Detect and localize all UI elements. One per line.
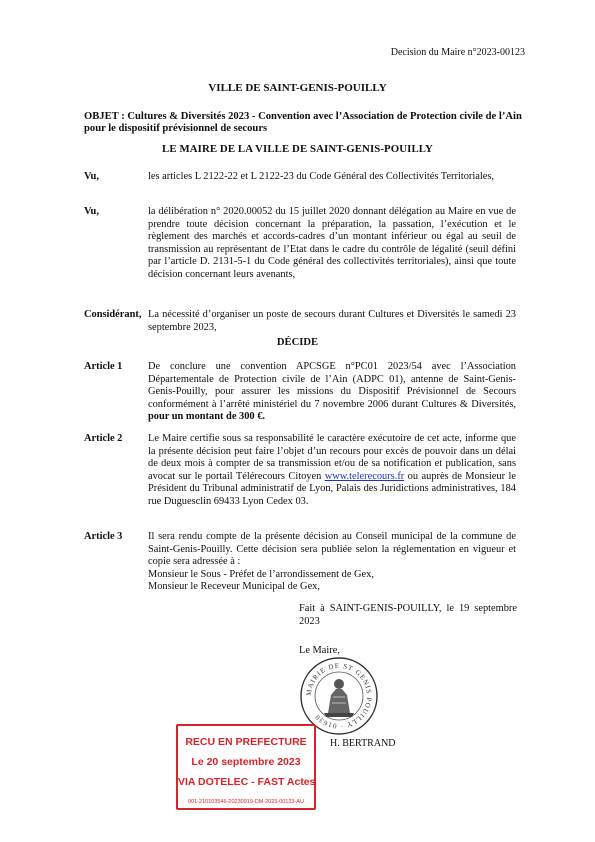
prefecture-stamp [176, 724, 316, 810]
article-1-body: De conclure une convention APCSGE n°PC01 2023/54 avec l’Association Départementale de Protection civile de l’Ain (ADPC 01), antenne de Saint-Genis-Genis-Pouilly, pour assurer les missions du Dispositif Prévisionnel de Secours conformément à l’arrêté ministériel du 7 novembre 2006 durant Cultures & Diversités, [148, 361, 516, 410]
stamp-line-received: RECU EN PREFECTURE [185, 736, 307, 748]
vu-text-1: les articles L 2122-22 et L 2122-23 du Code Général des Collectivités Territoriales, [148, 171, 495, 182]
article-2-body: Le Maire certifie sous sa responsabilité le caractère exécutoire de cet acte, informe que la présente décision peut faire l’objet d’un recours pour excès de pouvoir dans un délai de deux mois à compter de sa transmission et/ou de sa notification et publication, sans avocat sur le portail Télérecours Citoyen [148, 433, 516, 482]
city-title: VILLE DE SAINT-GENIS-POUILLY [208, 82, 387, 94]
vu-text-2: la délibération n° 2020.00052 du 15 juillet 2020 donnant délégation au Maire en vue de prendre toute décision concernant la préparation, la passation, l’exécution et le règlement des marchés et accords-cadres d’un montant inférieur ou égal au seuil de transmission au représentant de l’Etat dans le cadre du contrôle de légalité (seuil défini par l’article D. 2131-5-1 du Code général des collectivités territoriales), ainsi que toute décision concernant leurs avenants, [148, 206, 516, 280]
mayor-heading: LE MAIRE DE LA VILLE DE SAINT-GENIS-POUILLY [162, 143, 433, 155]
object-heading: OBJET : Cultures & Diversités 2023 - Convention avec l’Association de Protection civile de l’Ain pour le dispositif prévisionnel de secours [84, 111, 522, 135]
decide-heading: DÉCIDE [276, 337, 319, 348]
article-1-amount: pour un montant de 300 €. [148, 411, 266, 423]
mayor-label: Le Maire, [299, 645, 340, 656]
article-2-label: Article 2 [84, 433, 123, 444]
article-2-text [148, 433, 516, 509]
article-3-text [148, 531, 516, 594]
vu-label-2: Vu, [84, 206, 99, 217]
article-3-label: Article 3 [84, 531, 123, 542]
stamp-line-date: Le 20 septembre 2023 [191, 756, 301, 768]
signed-at: Fait à SAINT-GENIS-POUILLY, le 19 septembre 2023 [299, 603, 517, 627]
mayor-name: H. BERTRAND [330, 738, 396, 749]
article-3-body: Il sera rendu compte de la présente décision au Conseil municipal de la commune de Saint-Genis-Pouilly. Cette décision sera publiée selon la réglementation en vigueur et copie sera adressée à : [148, 531, 516, 568]
seal-text: MAIRIE DE ST GENIS POUILLY · 01630 [304, 661, 374, 731]
considerant-label: Considérant, [84, 309, 142, 320]
recipient-receiver: Monsieur le Receveur Municipal de Gex, [148, 581, 320, 593]
vu-label-1: Vu, [84, 171, 99, 182]
stamp-line-via: VIA DOTELEC - FAST Actes [178, 776, 316, 788]
telerecours-link[interactable]: www.telerecours.fr [324, 470, 405, 482]
stamp-line-id: 001-210103546-20230919-DM-2023-00123-AU [188, 799, 304, 805]
decision-reference: Decision du Maire n°2023-00123 [390, 47, 525, 58]
considerant-text: La nécessité d’organiser un poste de secours durant Cultures et Diversités le samedi 23 septembre 2023, [148, 309, 516, 333]
recipient-subprefect: Monsieur le Sous - Préfet de l’arrondissement de Gex, [148, 568, 374, 580]
article-1-label: Article 1 [84, 361, 123, 372]
article-1-text [148, 361, 516, 424]
article-2-body-end: ou auprès de Monsieur le Président du Tribunal administratif de Lyon, Palais des Juridictions administratives, 184 rue Duguesclin 69433 Lyon Cedex 03. [148, 470, 516, 507]
